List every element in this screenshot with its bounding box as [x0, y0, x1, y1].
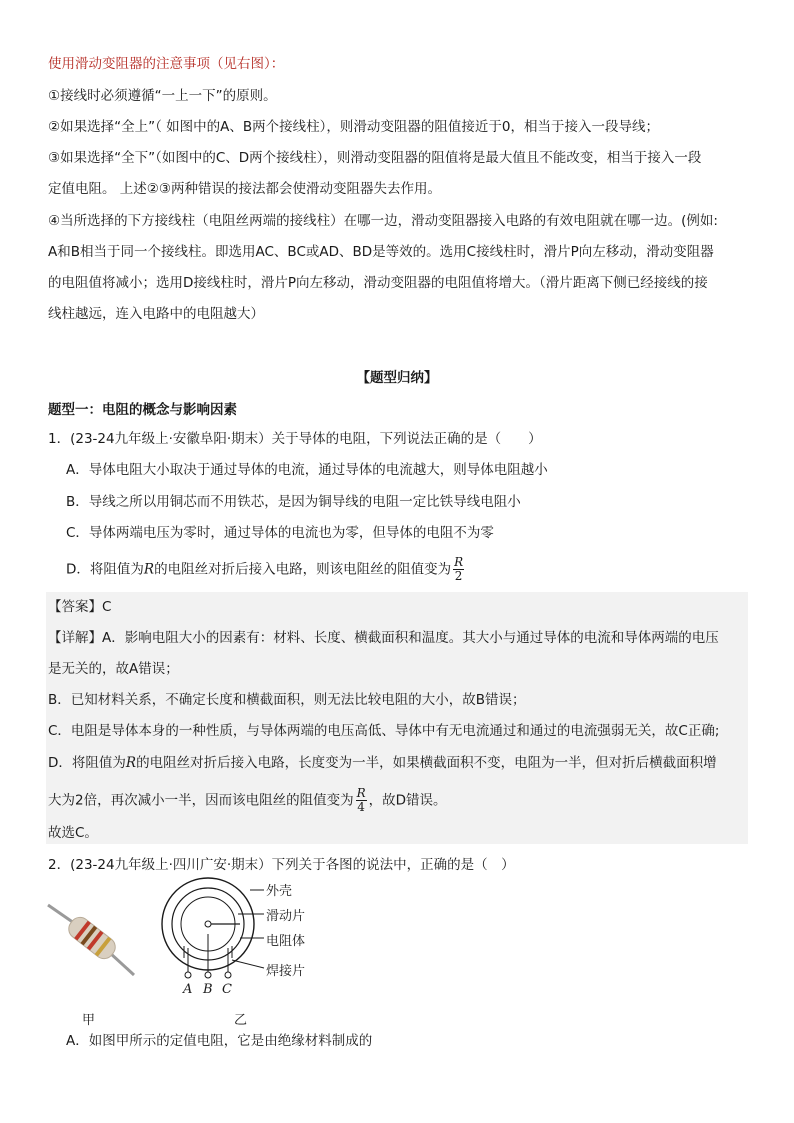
section-title: 【题型归纳】 [356, 370, 438, 386]
label-shell: 外壳 [266, 884, 293, 899]
q1-detail-6-pre: 大为2倍，再次减小一半，因而该电阻丝的阻值变为 [48, 792, 354, 809]
figure-yi-label: 乙 [234, 1013, 248, 1028]
q1-option-d-mid: 的电阻丝对折后接入电路，则该电阻丝的阻值变为 [154, 561, 452, 578]
pin-c-label: C [222, 982, 232, 997]
notes-paragraph-4b: A和B相当于同一个接线柱。即选用AC、BC或AD、BD是等效的。选用C接线柱时，滑片P向左移动，滑动变阻器 [48, 244, 714, 260]
q1-detail-6-fraction [356, 787, 367, 814]
q1-detail-5-var: R [125, 755, 137, 771]
fraction-denominator: 2 [454, 569, 463, 583]
q1-detail-6 [48, 787, 447, 814]
notes-paragraph-1: ①接线时必须遵循“一上一下”的原则。 [48, 88, 277, 104]
potentiometer-diagram [150, 876, 270, 998]
label-slider: 滑动片 [266, 909, 306, 924]
q1-detail-6-post: ，故D错误。 [368, 792, 447, 809]
q1-detail-3: B．已知材料关系，不确定长度和横截面积，则无法比较电阻的大小，故B错误； [48, 692, 526, 708]
notes-paragraph-4a: ④当所选择的下方接线柱（电阻丝两端的接线柱）在哪一边，滑动变阻器接入电路的有效电阻就在哪一边。(例如: [48, 213, 718, 229]
notes-paragraph-2: ②如果选择“全上”（ 如图中的A、B两个接线柱），则滑动变阻器的阻值接近于0，相当于接入一段导线； [48, 119, 659, 135]
notes-heading: 使用滑动变阻器的注意事项（见右图）： [48, 56, 285, 72]
fraction-denominator: 4 [357, 800, 365, 814]
pin-a-label: A [183, 982, 193, 997]
pin-b-label: B [203, 982, 213, 997]
q1-detail-5-post: 的电阻丝对折后接入电路，长度变为一半，如果横截面积不变，电阻为一半，但对折后横截面积增 [136, 755, 717, 771]
q1-detail-2: 是无关的，故A错误； [48, 661, 179, 677]
notes-paragraph-4c: 的电阻值将减小；选用D接线柱时，滑片P向左移动，滑动变阻器的电阻值将增大。（滑片距离下侧已经接线的接 [48, 275, 708, 291]
q1-detail-5-pre: D．将阻值为 [48, 755, 126, 771]
q1-detail-1: 【详解】A．影响电阻大小的因素有：材料、长度、横截面积和温度。其大小与通过导体的电流和导体两端的电压 [48, 630, 719, 646]
figure-jia-label: 甲 [82, 1013, 96, 1028]
q1-option-d-var: R [143, 561, 155, 578]
q2-option-a: A．如图甲所示的定值电阻，它是由绝缘材料制成的 [66, 1033, 373, 1049]
q1-stem: 1．(23-24九年级上·安徽阜阳·期末）关于导体的电阻，下列说法正确的是（ ） [48, 431, 542, 447]
notes-paragraph-3b: 定值电阻。 上述②③两种错误的接法都会使滑动变阻器失去作用。 [48, 181, 441, 197]
q1-option-b: B．导线之所以用铜芯而不用铁芯，是因为铜导线的电阻一定比铁导线电阻小 [66, 494, 521, 510]
q1-option-d [66, 556, 466, 583]
q1-option-d-pre: D．将阻值为 [66, 561, 144, 578]
label-solder-tab: 焊接片 [266, 964, 306, 979]
q1-detail-5 [48, 753, 717, 773]
q1-option-c: C．导体两端电压为零时，通过导体的电流也为零，但导体的电阻不为零 [66, 525, 494, 541]
fixed-resistor-image [44, 895, 144, 985]
q1-detail-4: C．电阻是导体本身的一种性质，与导体两端的电压高低、导体中有无电流通过和通过的电流强弱无关，故C正确; [48, 723, 720, 739]
notes-paragraph-3a: ③如果选择“全下”（如图中的C、D两个接线柱），则滑动变阻器的阻值将是最大值且不能改变，相当于接入一段 [48, 150, 702, 166]
q1-answer: 【答案】C [48, 599, 112, 615]
label-resistor-body: 电阻体 [266, 934, 306, 949]
q1-detail-7: 故选C。 [48, 825, 98, 841]
fraction-numerator: R [454, 555, 464, 569]
q2-stem: 2．(23-24九年级上·四川广安·期末）下列关于各图的说法中，正确的是（ ） [48, 857, 515, 873]
notes-paragraph-4d: 线柱越远，连入电路中的电阻越大） [48, 306, 264, 322]
topic-title: 题型一：电阻的概念与影响因素 [48, 402, 237, 418]
q1-option-d-fraction [453, 556, 464, 583]
fraction-numerator: R [356, 786, 366, 800]
q1-option-a: A．导体电阻大小取决于通过导体的电流，通过导体的电流越大，则导体电阻越小 [66, 462, 548, 478]
